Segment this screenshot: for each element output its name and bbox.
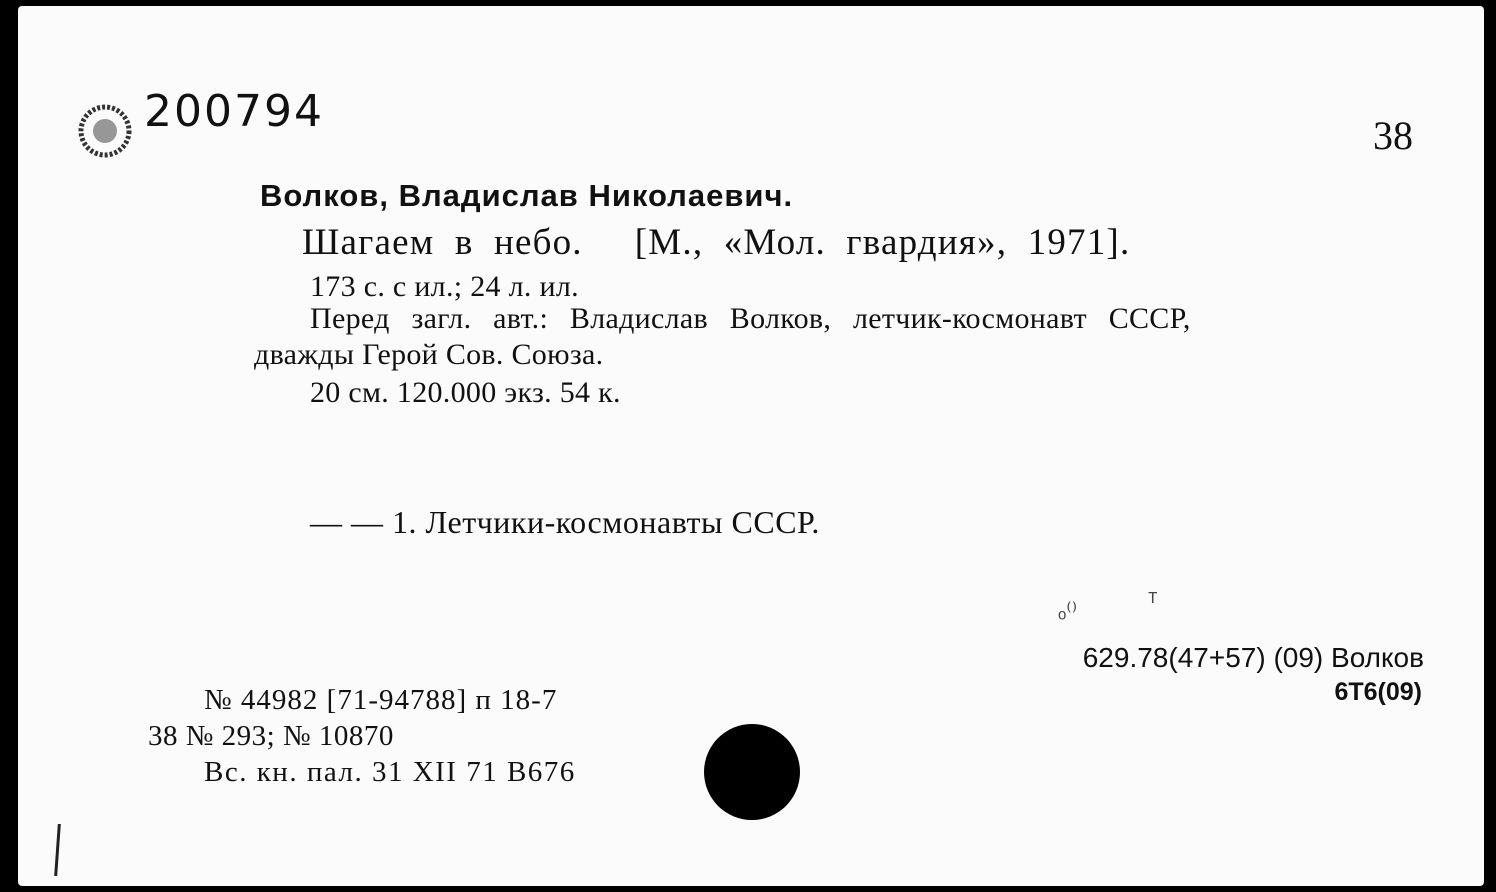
title-line [302,221,1130,264]
catalog-card [18,6,1484,886]
publication-info: [М., «Мол. гвардия», 1971]. [634,222,1131,263]
note-line-1: Перед загл. авт.: Владислав Волков, летчик-космонавт СССР, [310,302,1191,335]
classification-code: 6Т6(09) [1334,678,1422,706]
registration-line-1: № 44982 [71-94788] п 18-7 [204,684,558,716]
handwritten-mark: ᵀ [1148,588,1158,613]
collation: 173 с. с ил.; 24 л. ил. [310,270,579,303]
classification: 629.78(47+57) (09) Волков [1082,642,1424,673]
library-stamp-icon [76,102,134,160]
inventory-number: 200794 [144,86,324,137]
size-price: 20 см. 120.000 экз. 54 к. [310,376,621,409]
book-title: Шагаем в небо. [302,222,583,263]
subject-heading: — — 1. Летчики-космонавты СССР. [310,504,820,540]
pencil-mark [54,824,61,876]
note-line-2: дважды Герой Сов. Союза. [254,338,604,371]
registration-line-3: Вс. кн. пал. 31 XII 71 В676 [204,756,576,788]
punch-hole [704,724,800,820]
author-heading: Волков, Владислав Николаевич. [260,178,794,213]
shelf-number: 38 [1373,113,1413,158]
registration-line-2: 38 № 293; № 10870 [148,720,394,752]
handwritten-mark: ₒ⁽⁾ [1058,598,1078,623]
